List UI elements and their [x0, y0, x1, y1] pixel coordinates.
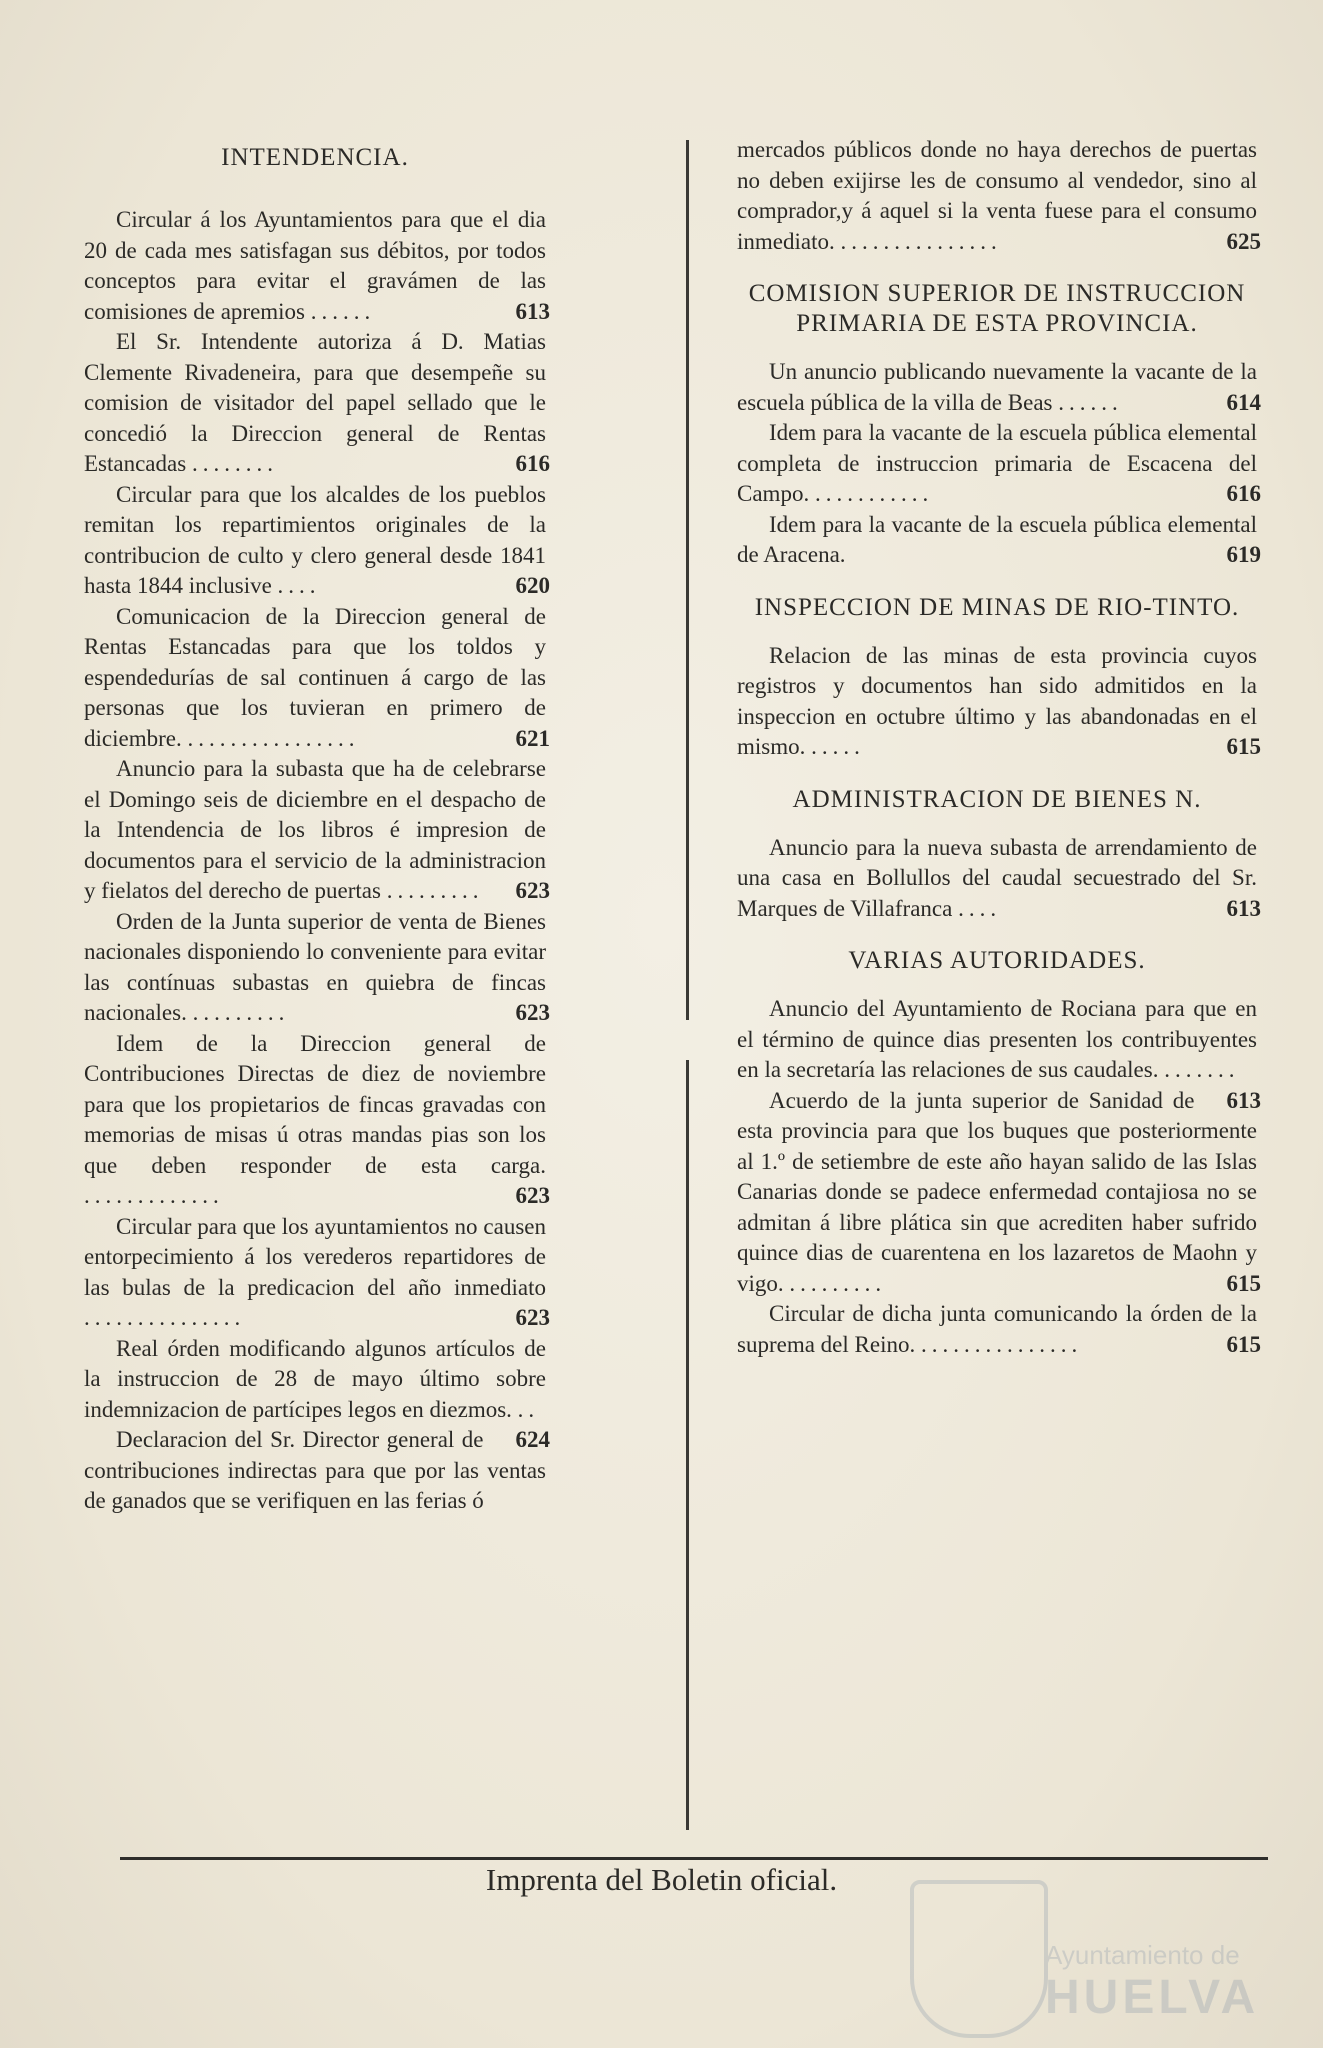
section-title-minas: INSPECCION DE MINAS DE RIO-TINTO.: [754, 593, 1240, 621]
index-entry: Declaracion del Sr. Director general de contribuciones indirectas para que por las ventas de ganados que se verifiquen en las ferias ó: [84, 1427, 546, 1513]
index-entry-continuation: mercados públicos donde no haya derechos de puertas no deben exijirse les de consumo al vendedor, sino al comprador,y á aquel si la venta fuese para el consumo inmediato. ............... 625: [737, 137, 1261, 254]
index-entry: Circular de dicha junta comunicando la órden de la suprema del Reino. ............... 615: [737, 1301, 1261, 1357]
index-entry: Circular para que los alcaldes de los pueblos remitan los repartimientos originales de la contribucion de culto y clero general desde 1841 hasta 1844 inclusive .... 620: [84, 481, 550, 598]
index-entry: Circular para que los ayuntamientos no causen entorpecimiento á los verederos repartidores de las bulas de la predicacion del año inmediato ............... 623: [84, 1213, 550, 1330]
column-divider-lower: [686, 1060, 689, 1830]
index-entry: Relacion de las minas de esta provincia cuyos registros y documentos han sido admitidos en la inspeccion en octubre último y las abandonadas en el mismo. ..... 615: [737, 642, 1261, 759]
section-title-varias: VARIAS AUTORIDADES.: [848, 947, 1146, 974]
index-entry: Anuncio del Ayuntamiento de Rociana para que en el término de quince dias presenten los contribuyentes en la secretaría las relaciones de sus caudales. ....... 613: [737, 996, 1261, 1113]
index-entry: Acuerdo de la junta superior de Sanidad de esta provincia para que los buques que posteriormente al 1.º de setiembre de este año hayan salido de las Islas Canarias donde se padece enfermedad contajiosa no se admitan á libre plática sin que acrediten haber sufrido quince dias de cuarentena en los lazaretos de Maohn y vigo. ......... 615: [737, 1087, 1261, 1296]
imprint-footer: Imprenta del Boletin oficial.: [485, 1862, 838, 1897]
column-divider-upper: [686, 140, 689, 1020]
left-column: [84, 135, 550, 1517]
section-title-intendencia: INTENDENCIA.: [221, 144, 409, 171]
municipal-watermark: Ayuntamiento de HUELVA: [910, 1880, 1290, 2030]
index-entry: Comunicacion de la Direccion general de Rentas Estancadas para que los toldos y espendedurías de sal continuen á cargo de las personas que los tuvieran en primero de diciembre. ................ 621: [84, 603, 550, 751]
index-entry: Un anuncio publicando nuevamente la vacante de la escuela pública de la villa de Beas ...... 614: [737, 359, 1261, 415]
index-entry: El Sr. Intendente autoriza á D. Matias Clemente Rivadeneira, para que desempeñe su comision de visitador del papel sellado que le concedió la Direccion general de Rentas Estancadas ........ 616: [84, 329, 550, 476]
right-column: [737, 135, 1261, 1360]
index-entry: Anuncio para la subasta que ha de celebrarse el Domingo seis de diciembre en el despacho de la Intendencia de los libros é impresion de documentos para el servicio de la administracion y fielatos del derecho de puertas ......... 623: [84, 756, 550, 903]
section-title-instruccion: COMISION SUPERIOR DE INSTRUCCION PRIMARIA DE ESTA PROVINCIA.: [748, 280, 1246, 337]
index-entry: Orden de la Junta superior de venta de Bienes nacionales disponiendo lo conveniente para evitar las contínuas subastas en quiebra de fincas nacionales. ......... 623: [84, 908, 550, 1025]
index-entry: Idem para la vacante de la escuela pública elemental completa de instruccion primaria de Escacena del Campo. ........... 616: [737, 420, 1261, 506]
index-entry: Idem de la Direccion general de Contribuciones Directas de diez de noviembre para que los propietarios de fincas gravadas con memorias de misas ú otras mandas pias son los que deben responder de esta carga. ............. 623: [84, 1030, 550, 1208]
index-entry: Idem para la vacante de la escuela pública elemental de Aracena. 619: [737, 511, 1261, 567]
coat-of-arms-icon: [910, 1880, 1048, 2038]
index-entry: Real órden modificando algunos artículos de la instruccion de 28 de mayo último sobre indemnizacion de partícipes legos en diezmos. .. 624: [84, 1335, 550, 1452]
index-entry: Anuncio para la nueva subasta de arrendamiento de una casa en Bollullos del caudal secuestrado del Sr. Marques de Villafranca .... 613: [737, 834, 1261, 921]
section-title-bienes: ADMINISTRACION DE BIENES N.: [792, 785, 1202, 813]
index-entry: Circular á los Ayuntamientos para que el dia 20 de cada mes satisfagan sus débitos, por todos conceptos para evitar el gravámen de las comisiones de apremios ...... 613: [84, 207, 550, 324]
